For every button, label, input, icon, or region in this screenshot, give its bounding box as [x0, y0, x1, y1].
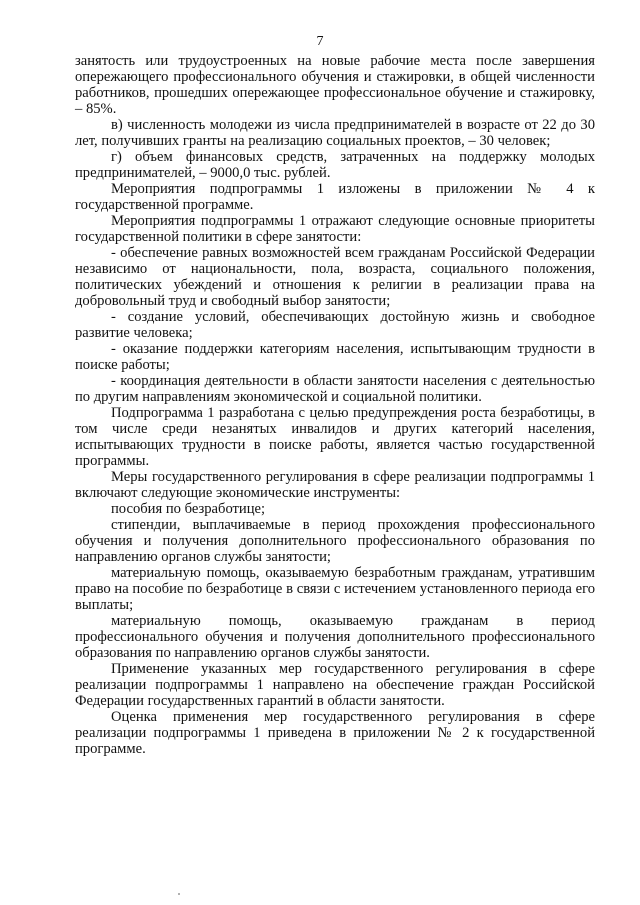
- list-item: - создание условий, обеспечивающих достойную жизнь и свободное развитие человека;: [75, 309, 595, 341]
- list-item: пособия по безработице;: [111, 501, 266, 517]
- paragraph: г) объем финансовых средств, затраченных на поддержку молодых предпринимателей, – 9000,0 тыс. рублей.: [75, 149, 595, 181]
- scan-artifact: [178, 893, 180, 895]
- list-item: материальную помощь, оказываемую гражданам в период профессионального обучения и получения дополнительного профессионального образования по направлению органов службы занятости.: [75, 613, 595, 661]
- list-item: - обеспечение равных возможностей всем гражданам Российской Федерации независимо от национальности, пола, возраста, социального положения, политических убеждений и отношения к религии в реализации права на добровольный труд и свободный выбор занятости;: [75, 245, 595, 309]
- paragraph: Подпрограмма 1 разработана с целью предупреждения роста безработицы, в том числе среди незанятых инвалидов и других категорий населения, испытывающих трудности в поиске работы, является частью государственной программы.: [75, 405, 595, 469]
- paragraph: Оценка применения мер государственного регулирования в сфере реализации подпрограммы 1 приведена в приложении № 2 к государственной программе.: [75, 709, 595, 757]
- document-body: [75, 53, 595, 757]
- list-item: - координация деятельности в области занятости населения с деятельностью по другим направлениям экономической и социальной политики.: [75, 373, 595, 405]
- list-item: стипендии, выплачиваемые в период прохождения профессионального обучения и получения дополнительного профессионального образования по направлению органов службы занятости;: [75, 517, 595, 565]
- paragraph: Меры государственного регулирования в сфере реализации подпрограммы 1 включают следующие экономические инструменты:: [75, 469, 595, 501]
- paragraph: занятость или трудоустроенных на новые рабочие места после завершения опережающего профессионального обучения и стажировки, в общей численности работников, прошедших опережающее профессиональное обучение и стажировку, – 85%.: [75, 53, 595, 117]
- list-item: материальную помощь, оказываемую безработным гражданам, утратившим право на пособие по безработице в связи с истечением установленного периода его выплаты;: [75, 565, 595, 613]
- paragraph: в) численность молодежи из числа предпринимателей в возрасте от 22 до 30 лет, получивших гранты на реализацию социальных проектов, – 30 человек;: [75, 117, 595, 149]
- page-number: 7: [316, 34, 324, 49]
- paragraph: Мероприятия подпрограммы 1 изложены в приложении № 4 к государственной программе.: [75, 181, 595, 213]
- paragraph: Применение указанных мер государственного регулирования в сфере реализации подпрограммы 1 направлено на обеспечение граждан Российской Федерации государственных гарантий в области занятости.: [75, 661, 595, 709]
- paragraph: Мероприятия подпрограммы 1 отражают следующие основные приоритеты государственной политики в сфере занятости:: [75, 213, 595, 245]
- list-item: - оказание поддержки категориям населения, испытывающим трудности в поиске работы;: [75, 341, 595, 373]
